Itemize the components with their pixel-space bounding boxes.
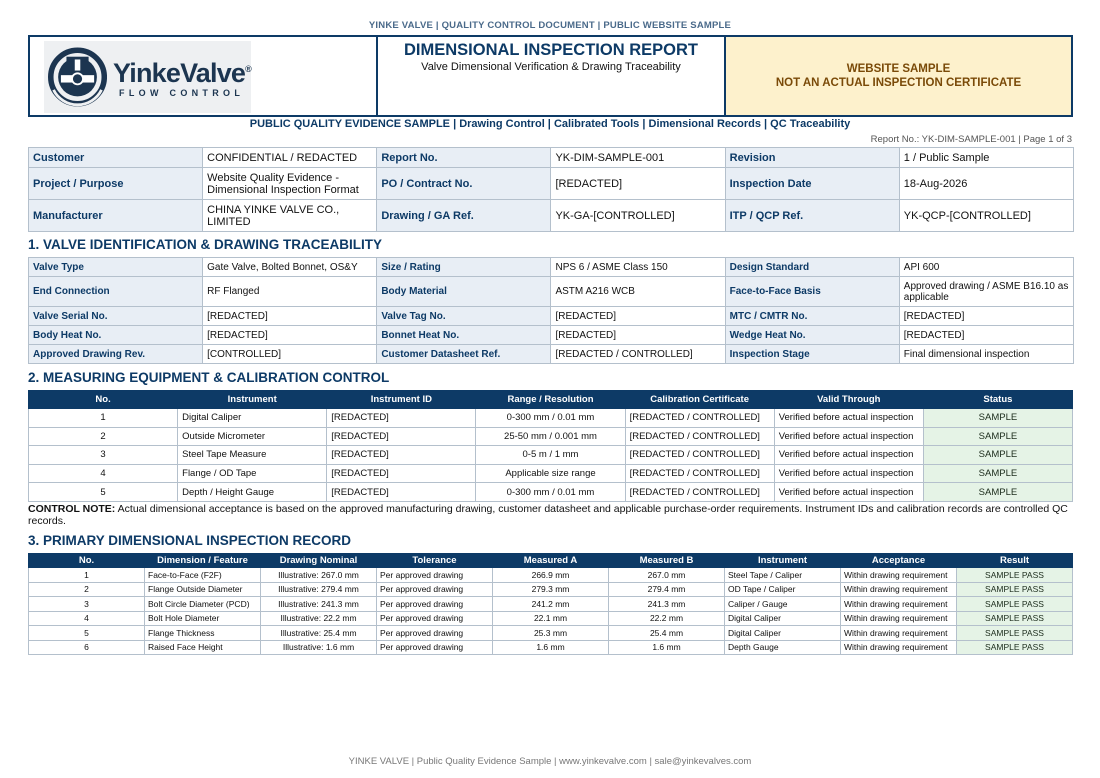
field-label: Customer Datasheet Ref. [377,345,551,364]
field-label: Approved Drawing Rev. [29,345,203,364]
table-row [29,427,1073,446]
field-value: [REDACTED] [899,307,1073,326]
column-header: Instrument [725,554,841,568]
field-label: Body Material [377,277,551,307]
valve-row [29,345,1074,364]
field-value: [CONTROLLED] [203,345,377,364]
field-value: YK-QCP-[CONTROLLED] [899,200,1073,232]
table-row [29,409,1073,428]
control-note [28,503,1073,527]
section-3-heading: 3. PRIMARY DIMENSIONAL INSPECTION RECORD [28,533,352,548]
table-cell: 241.2 mm [493,597,609,612]
page-footer: YINKE VALVE | Public Quality Evidence Sample | www.yinkevalve.com | sale@yinkevalves.com [348,756,752,767]
table-row [29,626,1073,641]
table-cell: Per approved drawing [377,611,493,626]
table-cell: 22.1 mm [493,611,609,626]
column-header: Valid Through [774,391,923,409]
table-cell: [REDACTED / CONTROLLED] [625,464,774,483]
table-cell: 5 [29,483,178,502]
status-cell: SAMPLE PASS [957,597,1073,612]
table-cell: Illustrative: 1.6 mm [261,640,377,655]
column-header: Status [923,391,1072,409]
field-label: Bonnet Heat No. [377,326,551,345]
table-cell: Per approved drawing [377,568,493,583]
field-value: Gate Valve, Bolted Bonnet, OS&Y [203,258,377,277]
column-header: Measured B [609,554,725,568]
field-label: Wedge Heat No. [725,326,899,345]
field-value: Final dimensional inspection [899,345,1073,364]
field-label: Inspection Stage [725,345,899,364]
field-value: [REDACTED] [203,307,377,326]
field-value: [REDACTED] [551,326,725,345]
logo-subtitle: FLOW CONTROL [119,88,245,98]
table-cell: 1.6 mm [609,640,725,655]
table-cell: Within drawing requirement [841,582,957,597]
table-cell: Within drawing requirement [841,640,957,655]
field-value: [REDACTED / CONTROLLED] [551,345,725,364]
status-cell: SAMPLE [923,483,1072,502]
field-value: 18-Aug-2026 [899,168,1073,200]
table-cell: Flange / OD Tape [178,464,327,483]
field-label: Revision [725,148,899,168]
table-cell: 6 [29,640,145,655]
field-label: Project / Purpose [29,168,203,200]
table-cell: Verified before actual inspection [774,409,923,428]
table-cell: Per approved drawing [377,626,493,641]
table-cell: Flange Outside Diameter [145,582,261,597]
info-row [29,168,1074,200]
report-info-table [28,147,1074,232]
section-1-heading: 1. VALVE IDENTIFICATION & DRAWING TRACEABILITY [28,237,382,252]
field-value: YK-GA-[CONTROLLED] [551,200,725,232]
valve-row [29,307,1074,326]
status-cell: SAMPLE PASS [957,640,1073,655]
table-cell: Illustrative: 241.3 mm [261,597,377,612]
table-cell: [REDACTED / CONTROLLED] [625,446,774,465]
evidence-subline: PUBLIC QUALITY EVIDENCE SAMPLE | Drawing Control | Calibrated Tools | Dimensional Records | QC Traceability [249,118,851,130]
column-header: Calibration Certificate [625,391,774,409]
table-cell: Within drawing requirement [841,626,957,641]
status-cell: SAMPLE [923,427,1072,446]
table-cell: [REDACTED / CONTROLLED] [625,409,774,428]
field-value: YK-DIM-SAMPLE-001 [551,148,725,168]
table-cell: Verified before actual inspection [774,464,923,483]
status-cell: SAMPLE PASS [957,568,1073,583]
logo-brand-text: YinkeValve [113,58,246,88]
field-value: Approved drawing / ASME B16.10 as applicable [899,277,1073,307]
table-cell: 266.9 mm [493,568,609,583]
table-cell: 241.3 mm [609,597,725,612]
table-cell: Bolt Hole Diameter [145,611,261,626]
valve-row [29,326,1074,345]
table-cell: [REDACTED] [327,409,476,428]
table-cell: Within drawing requirement [841,568,957,583]
status-cell: SAMPLE [923,409,1072,428]
table-cell: Steel Tape Measure [178,446,327,465]
field-value: 1 / Public Sample [899,148,1073,168]
column-header: Range / Resolution [476,391,625,409]
column-header: Measured A [493,554,609,568]
field-label: Report No. [377,148,551,168]
table-cell: Illustrative: 22.2 mm [261,611,377,626]
table-cell: Verified before actual inspection [774,446,923,465]
table-cell: [REDACTED] [327,427,476,446]
registered-mark: ® [245,64,251,74]
table-cell: 3 [29,597,145,612]
info-row [29,148,1074,168]
field-value: NPS 6 / ASME Class 150 [551,258,725,277]
table-cell: 25.3 mm [493,626,609,641]
control-note-text: Actual dimensional acceptance is based on the approved manufacturing drawing, customer datasheet and applicable purchase-order requirements. Instrument IDs and calibration records are controlled QC records. [28,503,1068,527]
field-label: End Connection [29,277,203,307]
table-cell: 0-5 m / 1 mm [476,446,625,465]
status-cell: SAMPLE PASS [957,626,1073,641]
report-title: DIMENSIONAL INSPECTION REPORT [404,41,698,59]
field-label: Customer [29,148,203,168]
table-cell: 1 [29,409,178,428]
logo-cell [30,37,378,115]
table-cell: [REDACTED] [327,483,476,502]
table-cell: [REDACTED] [327,446,476,465]
column-header: No. [29,554,145,568]
table-cell: Per approved drawing [377,640,493,655]
title-cell [378,37,726,115]
table-row [29,611,1073,626]
table-cell: 25-50 mm / 0.001 mm [476,427,625,446]
table-cell: Digital Caliper [725,626,841,641]
table-row [29,582,1073,597]
table-cell: Outside Micrometer [178,427,327,446]
field-value: API 600 [899,258,1073,277]
table-cell: Raised Face Height [145,640,261,655]
field-value: ASTM A216 WCB [551,277,725,307]
field-label: Valve Serial No. [29,307,203,326]
field-value: [REDACTED] [203,326,377,345]
column-header: Acceptance [841,554,957,568]
document-top-tag: YINKE VALVE | QUALITY CONTROL DOCUMENT | PUBLIC WEBSITE SAMPLE [368,20,732,31]
field-value: [REDACTED] [551,168,725,200]
table-cell: 22.2 mm [609,611,725,626]
table-cell: 2 [29,427,178,446]
table-cell: 279.4 mm [609,582,725,597]
table-cell: 279.3 mm [493,582,609,597]
table-cell: 4 [29,611,145,626]
valve-identification-table [28,257,1074,364]
table-row [29,483,1073,502]
field-value: [REDACTED] [899,326,1073,345]
column-header: Tolerance [377,554,493,568]
column-header: No. [29,391,178,409]
table-cell: Verified before actual inspection [774,427,923,446]
section-2-heading: 2. MEASURING EQUIPMENT & CALIBRATION CONTROL [28,370,390,385]
table-cell: Illustrative: 25.4 mm [261,626,377,641]
status-cell: SAMPLE [923,446,1072,465]
table-cell: Applicable size range [476,464,625,483]
column-header: Drawing Nominal [261,554,377,568]
table-cell: 5 [29,626,145,641]
column-header: Instrument ID [327,391,476,409]
warning-line-1: WEBSITE SAMPLE [846,63,951,75]
table-cell: Digital Caliper [725,611,841,626]
table-row [29,640,1073,655]
field-label: Valve Tag No. [377,307,551,326]
equipment-table [28,390,1073,502]
valve-row [29,277,1074,307]
table-cell: Within drawing requirement [841,597,957,612]
field-label: Manufacturer [29,200,203,232]
table-cell: Illustrative: 267.0 mm [261,568,377,583]
report-header [28,35,1073,117]
table-cell: [REDACTED] [327,464,476,483]
report-reference: Report No.: YK-DIM-SAMPLE-001 | Page 1 of 3 [870,134,1072,145]
valve-row [29,258,1074,277]
column-header: Instrument [178,391,327,409]
report-subtitle: Valve Dimensional Verification & Drawing Traceability [421,61,681,73]
field-value: [REDACTED] [551,307,725,326]
status-cell: SAMPLE PASS [957,582,1073,597]
column-header: Dimension / Feature [145,554,261,568]
control-note-label: CONTROL NOTE: [28,503,116,515]
field-label: Drawing / GA Ref. [377,200,551,232]
field-label: Size / Rating [377,258,551,277]
table-cell: [REDACTED / CONTROLLED] [625,427,774,446]
field-value: CONFIDENTIAL / REDACTED [203,148,377,168]
table-cell: Depth / Height Gauge [178,483,327,502]
status-cell: SAMPLE [923,464,1072,483]
table-row [29,568,1073,583]
field-label: PO / Contract No. [377,168,551,200]
warning-line-2: NOT AN ACTUAL INSPECTION CERTIFICATE [775,77,1022,89]
table-cell: 25.4 mm [609,626,725,641]
table-cell: Illustrative: 279.4 mm [261,582,377,597]
table-cell: 0-300 mm / 0.01 mm [476,483,625,502]
company-logo [44,41,251,113]
table-cell: 2 [29,582,145,597]
table-cell: OD Tape / Caliper [725,582,841,597]
field-label: Body Heat No. [29,326,203,345]
table-cell: 0-300 mm / 0.01 mm [476,409,625,428]
table-cell: Depth Gauge [725,640,841,655]
dimension-record-table [28,553,1073,655]
table-cell: Within drawing requirement [841,611,957,626]
sample-warning [726,37,1071,115]
table-row [29,446,1073,465]
info-row [29,200,1074,232]
column-header: Result [957,554,1073,568]
field-label: Face-to-Face Basis [725,277,899,307]
table-cell: Flange Thickness [145,626,261,641]
table-cell: 267.0 mm [609,568,725,583]
table-cell: Verified before actual inspection [774,483,923,502]
field-value: RF Flanged [203,277,377,307]
table-cell: Bolt Circle Diameter (PCD) [145,597,261,612]
field-label: Inspection Date [725,168,899,200]
table-cell: Per approved drawing [377,582,493,597]
table-header-row [29,554,1073,568]
field-value: CHINA YINKE VALVE CO., LIMITED [203,200,377,232]
field-value: Website Quality Evidence - Dimensional Inspection Format [203,168,377,200]
table-row [29,464,1073,483]
field-label: Design Standard [725,258,899,277]
field-label: MTC / CMTR No. [725,307,899,326]
table-cell: Per approved drawing [377,597,493,612]
table-row [29,597,1073,612]
table-header-row [29,391,1073,409]
table-cell: 3 [29,446,178,465]
table-cell: 1.6 mm [493,640,609,655]
status-cell: SAMPLE PASS [957,611,1073,626]
table-cell: 1 [29,568,145,583]
table-cell: Steel Tape / Caliper [725,568,841,583]
valve-logo-icon [48,45,107,109]
table-cell: Face-to-Face (F2F) [145,568,261,583]
table-cell: 4 [29,464,178,483]
table-cell: Digital Caliper [178,409,327,428]
field-label: Valve Type [29,258,203,277]
table-cell: [REDACTED / CONTROLLED] [625,483,774,502]
table-cell: Caliper / Gauge [725,597,841,612]
field-label: ITP / QCP Ref. [725,200,899,232]
